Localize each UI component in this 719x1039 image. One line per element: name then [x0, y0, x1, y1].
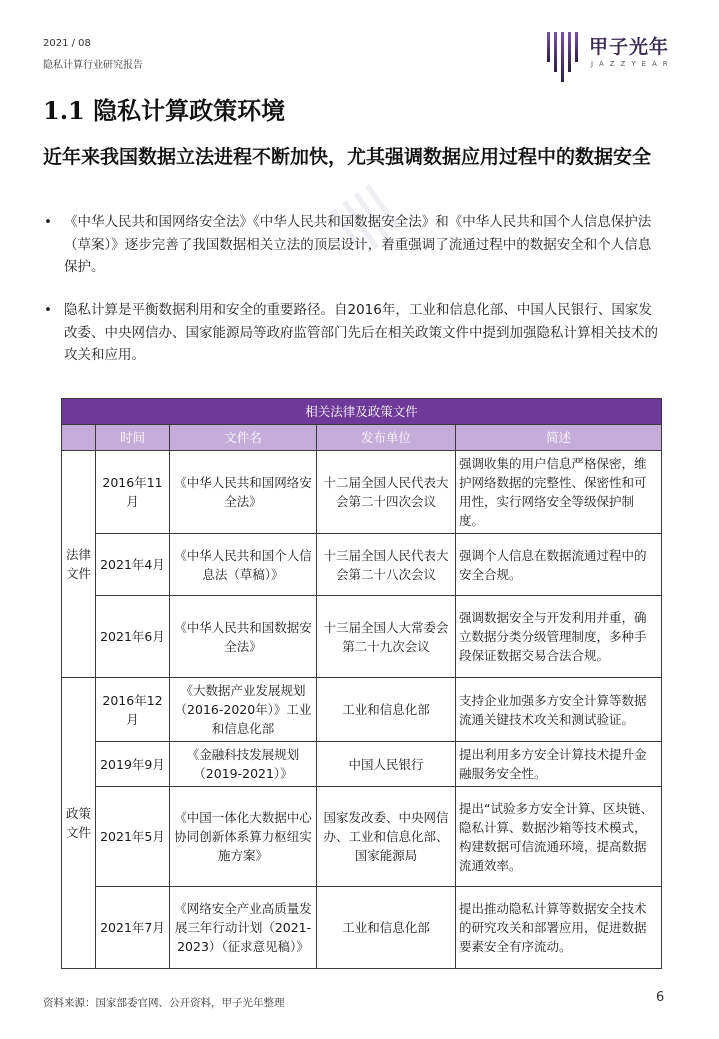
bullet-dot: •	[44, 214, 52, 230]
cell-desc: 提出推动隐私计算等数据安全技术的研究攻关和部署应用，促进数据要素安全有序流动。	[456, 887, 662, 969]
cell-issuer: 十三届全国人大常委会第二十九次会议	[317, 596, 456, 678]
cell-issuer: 国家发改委、中央网信办、工业和信息化部、国家能源局	[317, 787, 456, 887]
cell-time: 2021年4月	[96, 534, 170, 596]
cell-doc: 《中华人民共和国网络安全法》	[170, 451, 317, 534]
cell-time: 2021年6月	[96, 596, 170, 678]
logo-mark-icon	[545, 28, 585, 86]
table-header-row	[62, 425, 662, 451]
report-date: 2021 / 08	[43, 38, 91, 49]
table-row	[62, 678, 662, 742]
table-row	[62, 596, 662, 678]
cell-desc: 提出利用多方安全计算技术提升金融服务安全性。	[456, 742, 662, 787]
bullet-item	[44, 211, 664, 279]
jazzyear-logo	[545, 28, 685, 86]
cell-doc: 《中华人民共和国个人信息法（草稿）》	[170, 534, 317, 596]
cell-time: 2021年5月	[96, 787, 170, 887]
cell-issuer: 工业和信息化部	[317, 887, 456, 969]
cell-doc: 《大数据产业发展规划（2016-2020年）》工业和信息化部	[170, 678, 317, 742]
table-title-row	[62, 399, 662, 425]
cell-desc: 提出“试验多方安全计算、区块链、隐私计算、数据沙箱等技术模式，构建数据可信流通环境，提高数据流通效率。	[456, 787, 662, 887]
header-time: 时间	[96, 425, 170, 451]
logo-english: JAZZYEAR	[591, 60, 674, 68]
cell-time: 2019年9月	[96, 742, 170, 787]
table-row	[62, 787, 662, 887]
header-issuer: 发布单位	[317, 425, 456, 451]
bullet-item	[44, 299, 664, 367]
header-blank	[62, 425, 96, 451]
table-row	[62, 534, 662, 596]
logo-name: 甲子光年	[589, 36, 670, 58]
table-row	[62, 451, 662, 534]
header-doc: 文件名	[170, 425, 317, 451]
cell-desc: 支持企业加强多方安全计算等数据流通关键技术攻关和测试验证。	[456, 678, 662, 742]
category-law: 法律文件	[62, 451, 96, 678]
bullet-text: 隐私计算是平衡数据利用和安全的重要路径。自2016年，工业和信息化部、中国人民银行、国家发改委、中央网信办、国家能源局等政府监管部门先后在相关政策文件中提到加强隐私计算相关技术的攻关和应用。	[64, 302, 658, 363]
policy-table	[61, 398, 662, 969]
page-number: 6	[656, 990, 665, 1005]
cell-doc: 《金融科技发展规划（2019-2021）》	[170, 742, 317, 787]
bullet-text: 《中华人民共和国网络安全法》《中华人民共和国数据安全法》和《中华人民共和国个人信息保护法（草案）》逐步完善了我国数据相关立法的顶层设计，着重强调了流通过程中的数据安全和个人信息保护。	[64, 214, 652, 275]
cell-time: 2021年7月	[96, 887, 170, 969]
header-desc: 简述	[456, 425, 662, 451]
cell-doc: 《中华人民共和国数据安全法》	[170, 596, 317, 678]
cell-time: 2016年11月	[96, 451, 170, 534]
cell-desc: 强调数据安全与开发利用并重，确立数据分类分级管理制度，多种手段保证数据交易合法合规。	[456, 596, 662, 678]
cell-issuer: 工业和信息化部	[317, 678, 456, 742]
cell-issuer: 十三届全国人民代表大会第二十八次会议	[317, 534, 456, 596]
cell-issuer: 十二届全国人民代表大会第二十四次会议	[317, 451, 456, 534]
cell-issuer: 中国人民银行	[317, 742, 456, 787]
report-subtitle: 隐私计算行业研究报告	[43, 60, 143, 71]
bullet-dot: •	[44, 302, 52, 318]
cell-doc: 《中国一体化大数据中心协同创新体系算力枢纽实施方案》	[170, 787, 317, 887]
cell-time: 2016年12月	[96, 678, 170, 742]
table-row	[62, 742, 662, 787]
source-note: 资料来源：国家部委官网、公开资料，甲子光年整理	[43, 997, 285, 1009]
cell-doc: 《网络安全产业高质量发展三年行动计划（2021-2023）（征求意见稿）》	[170, 887, 317, 969]
table-row	[62, 887, 662, 969]
table-title: 相关法律及政策文件	[62, 399, 662, 425]
cell-desc: 强调收集的用户信息严格保密，维护网络数据的完整性、保密性和可用性，实行网络安全等级保护制度。	[456, 451, 662, 534]
headline: 近年来我国数据立法进程不断加快，尤其强调数据应用过程中的数据安全	[43, 146, 652, 168]
section-title: 1.1 隐私计算政策环境	[43, 96, 286, 125]
category-policy: 政策文件	[62, 678, 96, 969]
cell-desc: 强调个人信息在数据流通过程中的安全合规。	[456, 534, 662, 596]
